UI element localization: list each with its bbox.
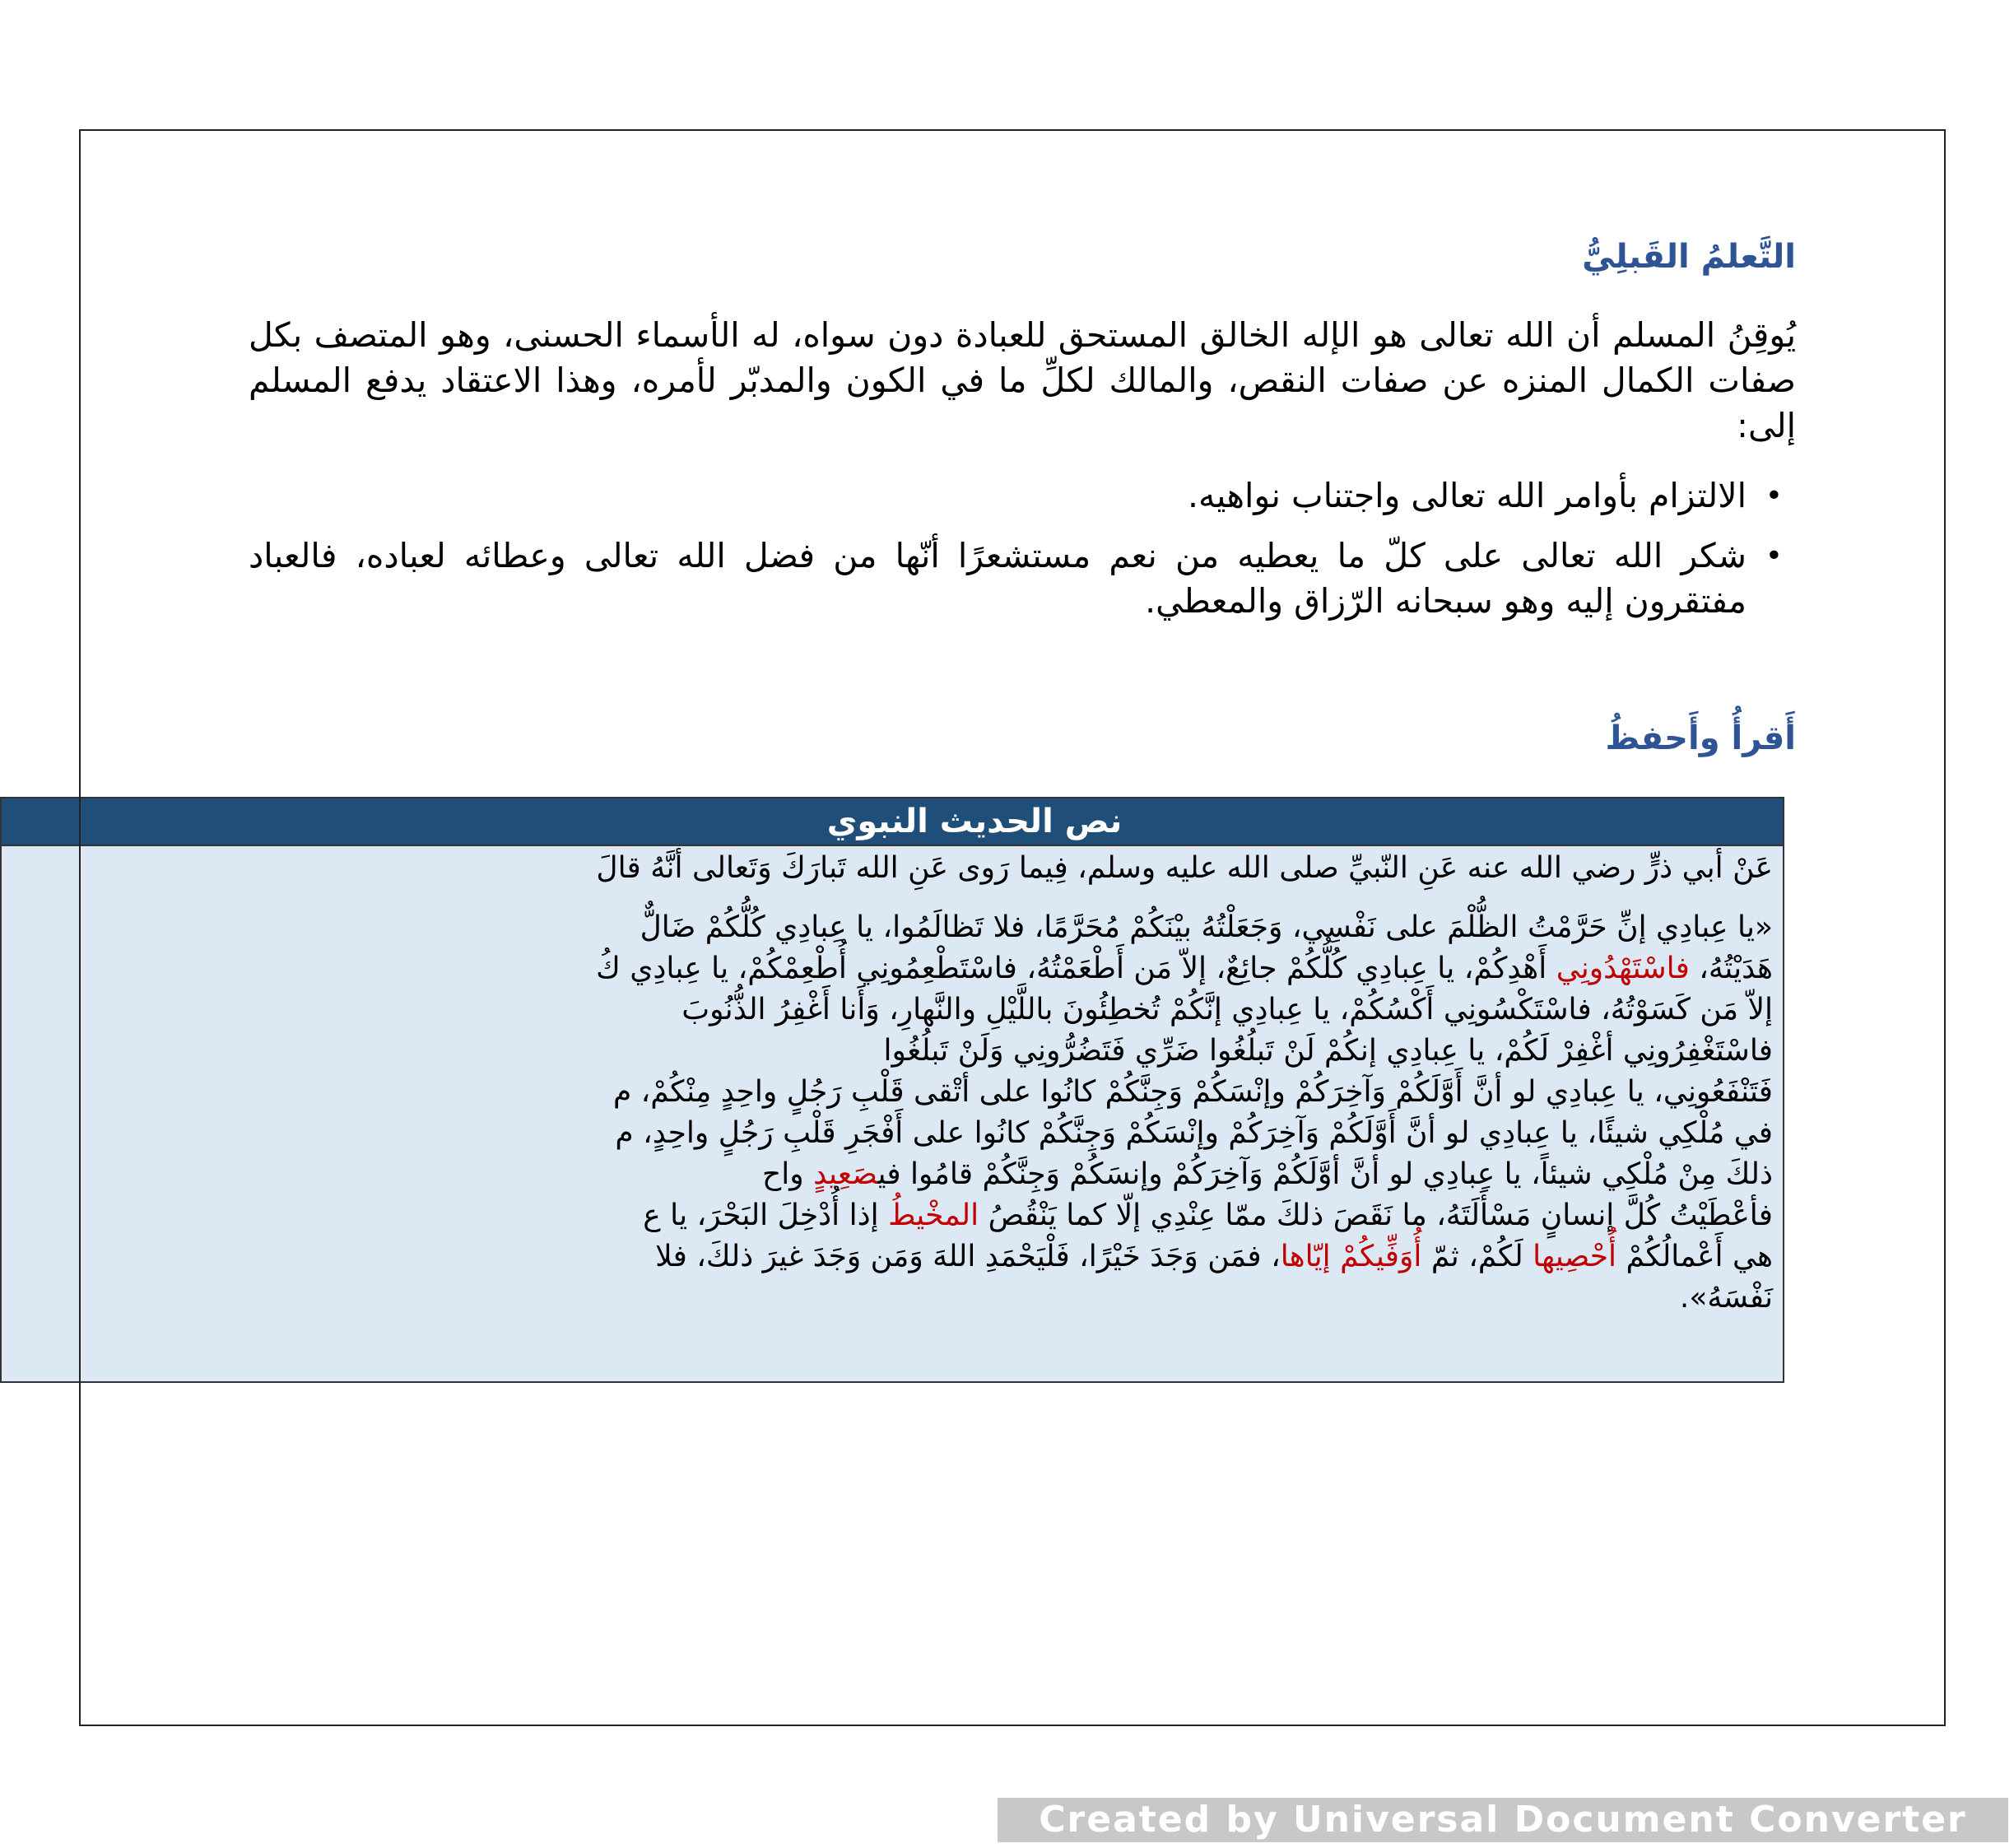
hadith-highlight-word: أُحْصِيها [1533,1240,1617,1273]
hadith-gap [0,889,1773,907]
hadith-header: نص الحديث النبوي [2,798,1783,846]
frame-left-edge [79,797,81,1383]
hadith-text: نَفْسَهُ». [1679,1281,1773,1315]
bullet-text: شكر الله تعالى على كلّ ما يعطيه من نعم مستشعرًا أنّها من فضل الله تعالى وعطائه لعباده، فالعباد مفتقرون إليه وهو سبحانه الرّزاق والمعطي. [249,536,1747,621]
hadith-text: إذا أُدْخِلَ البَحْرَ، يا ع [643,1199,889,1232]
hadith-highlight-word: صَعِيدٍ [813,1157,878,1191]
hadith-text: فَتَنْفَعُونِي، يا عِبادِي لو أنَّ أَوَّلَكُمْ وَآخِرَكُمْ وإنْسَكُمْ وَجِنَّكُمْ كانُوا على أتْقى قَلْبِ رَجُلٍ واحِدٍ مِنْكُمْ، م [612,1075,1773,1109]
hadith-text: إلاّ مَن كَسَوْتُهُ، فاسْتَكْسُونِي أَكْسُكُمْ، يا عِبادِي إنَّكُمْ تُخطِئُونَ باللَّيْلِ والنَّهارِ، وَأَنا أَغْفِرُ الذُّنُوبَ [681,993,1773,1026]
hadith-line [0,1195,1773,1236]
bullet-item [249,473,1784,519]
hadith-text: ذلكَ مِنْ مُلْكِي شيئاً، يا عِبادِي لو أنَّ أوَّلَكُمْ وَآخِرَكُمْ وإنسَكُمْ وَجِنَّكُمْ قامُوا في [877,1157,1773,1191]
hadith-line [0,1031,1773,1072]
hadith-body [0,848,1773,1319]
hadith-line [0,989,1773,1031]
hadith-lines [0,907,1773,1319]
section-title-read-memorize: أَقرأُ وأَحفظُ [1605,719,1796,757]
intro-paragraph: يُوقِنُ المسلم أن الله تعالى هو الإله الخالق المستحق للعبادة دون سواه، له الأسماء الحسنى، وهو المتصف بكل صفات الكمال المنزه عن صفات النقص، والمالك لكلِّ ما في الكون والمدبّر لأمره، وهذا الاعتقاد يدفع المسلم إلى: [249,315,1796,445]
hadith-highlight-word: أُوَفِّيكُمْ إيّاها [1280,1240,1422,1273]
hadith-text: هي أَعْمالُكُمْ [1616,1240,1773,1273]
bullet-list [249,473,1796,639]
converter-watermark: Created by Universal Document Converter [998,1798,2008,1842]
hadith-text: هَدَيْتُهُ، [1689,952,1773,985]
hadith-line [0,1154,1773,1195]
hadith-box [0,797,1784,1383]
hadith-text: أَهْدِكُمْ، يا عِبادِي كُلُّكُمْ جائِعٌ، إلاّ مَن أَطْعَمْتُهُ، فاسْتَطْعِمُونِي أُطْعِمْكُمْ، يا عِبادِي كُ [596,952,1556,985]
hadith-text: ، فمَن وَجَدَ خَيْرًا، فَلْيَحْمَدِ اللهَ وَمَن وَجَدَ غيرَ ذلكَ، فلا [655,1240,1281,1273]
hadith-line [0,907,1773,948]
hadith-text: «يا عِبادِي إنِّ حَرَّمْتُ الظُّلْمَ على نَفْسِي، وَجَعَلْتُهُ بيْنَكُمْ مُحَرَّمًا، فلا تَظالَمُوا، يا عِبادِي كُلُّكُمْ ضَالٌّ [640,910,1773,944]
hadith-text: واح [762,1157,814,1191]
hadith-line [0,1113,1773,1154]
section-title-prior-learning: التَّعلمُ القَبلِيُّ [1582,238,1796,276]
bullet-dot-icon: • [1765,539,1784,573]
hadith-intro: عَنْ أبي ذرٍّ رضي الله عنه عَنِ النّبيِّ صلى الله عليه وسلم، فِيما رَوى عَنِ الله تَبارَكَ وَتَعالى أنَّهُ قالَ [596,851,1773,885]
hadith-line [0,1072,1773,1113]
bullet-text: الالتزام بأوامر الله تعالى واجتناب نواهيه. [1187,476,1747,515]
hadith-text: فاسْتَغْفِرُونِي أغْفِرْ لَكُمْ، يا عِبادِي إنكُمْ لَنْ تَبلُغُوا ضَرِّي فَتَضُرُّونِي وَلَنْ تَبلُغُوا [883,1034,1773,1068]
hadith-line [0,948,1773,989]
bullet-dot-icon: • [1765,479,1784,513]
hadith-text: فأعْطَيْتُ كُلَّ إنسانٍ مَسْأَلَتَهُ، ما نَقَصَ ذلكَ ممّا عِنْدِي إلّا كما يَنْقُصُ [979,1199,1773,1232]
hadith-text: لَكُمْ، ثمّ [1421,1240,1533,1273]
hadith-highlight-word: فاسْتَهْدُونِي [1556,952,1690,985]
hadith-text: في مُلْكِي شيئًا، يا عِبادِي لو أنَّ أَوَّلَكُمْ وَآخِرَكُمْ وإنْسَكُمْ وَجِنَّكُمْ كانُوا على أَفْجَرِ قَلْبِ رَجُلٍ واحِدٍ، م [615,1116,1773,1150]
hadith-line [0,1278,1773,1319]
bullet-item [249,533,1784,624]
hadith-line [0,1236,1773,1278]
hadith-highlight-word: المخْيطُ [888,1199,979,1232]
